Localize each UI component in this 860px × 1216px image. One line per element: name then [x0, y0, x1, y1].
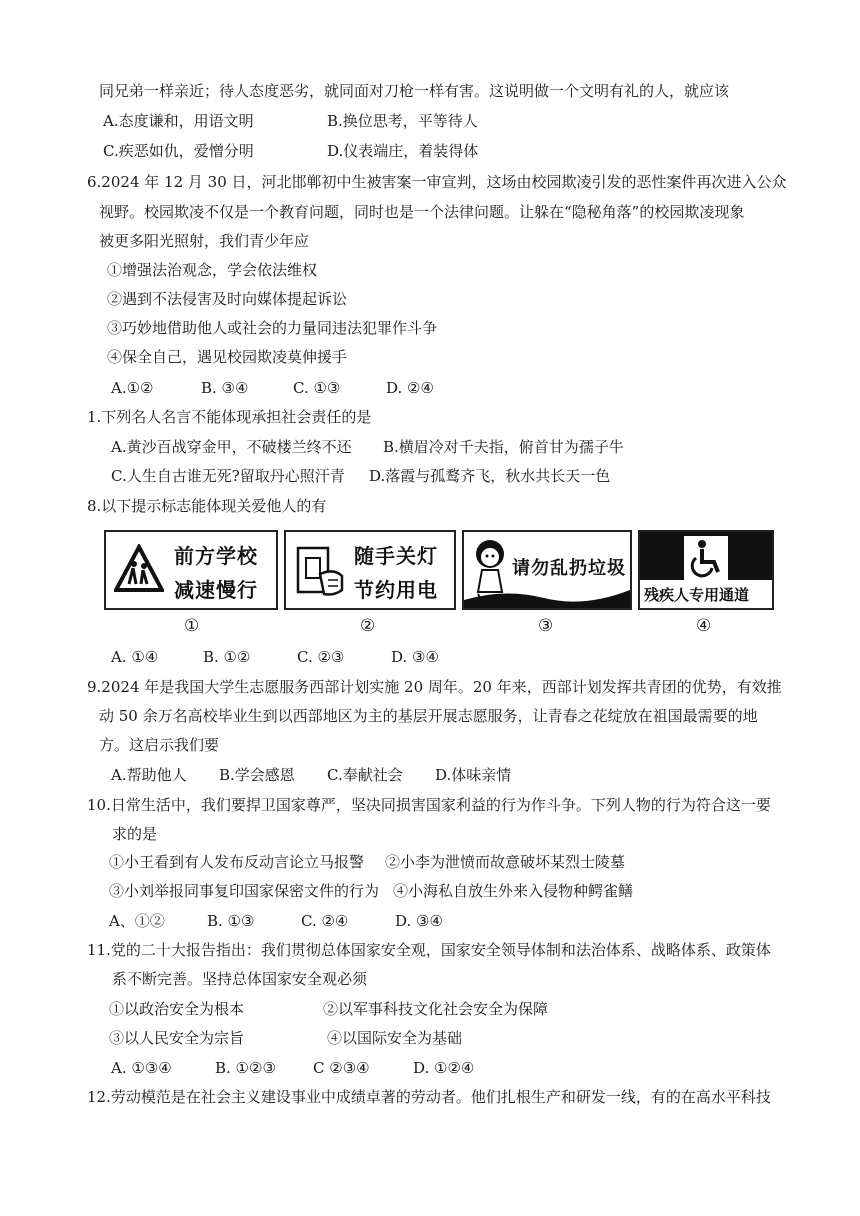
- q6-stem-line-2: 视野。校园欺凌不仅是一个教育问题，同时也是一个法律问题。让躲在“隐秘角落”的校园欺凌现象: [99, 203, 745, 221]
- sign-2-line-1: 随手关灯: [354, 544, 438, 568]
- sign-turn-off-lights: [284, 530, 456, 610]
- q10-option-a: A、①②: [109, 912, 165, 930]
- q11-stem-line-2: 系不断完善。坚持总体国家安全观必须: [112, 970, 368, 988]
- q10-item-2: ②小李为泄愤而故意破坏某烈士陵墓: [385, 853, 626, 871]
- q7-option-b: B.横眉冷对千夫指，俯首甘为孺子牛: [383, 438, 624, 456]
- sign-2-number: ②: [360, 616, 376, 636]
- light-switch-icon: [294, 544, 346, 604]
- q8-option-b: B. ①②: [203, 648, 251, 666]
- sign-4-number: ④: [696, 616, 712, 636]
- q8-option-a: A. ①④: [111, 648, 159, 666]
- children-crossing-icon: [114, 544, 164, 598]
- sign-3-text: 请勿乱扔垃圾: [512, 558, 626, 579]
- ground-wave-icon: [464, 582, 630, 608]
- q7-option-c: C.人生自古谁无死?留取丹心照汗青: [111, 467, 345, 485]
- q11-stem-line-1: 11.党的二十大报告指出：我们贯彻总体国家安全观，国家安全领导体制和法治体系、战略体系、政策体: [87, 941, 771, 959]
- q8-option-c: C. ②③: [297, 648, 345, 666]
- q10-stem-line-1: 10.日常生活中，我们要捍卫国家尊严，坚决同损害国家利益的行为作斗争。下列人物的行为符合这一要: [87, 796, 771, 814]
- q10-option-b: B. ①③: [207, 912, 255, 930]
- q10-stem-line-2: 求的是: [112, 825, 158, 843]
- sign-1-line-1: 前方学校: [174, 544, 258, 568]
- q8-option-d: D. ③④: [391, 648, 439, 666]
- q11-option-c: C ②③④: [313, 1059, 370, 1077]
- sign-2-line-2: 节约用电: [354, 578, 438, 602]
- q10-option-d: D. ③④: [395, 912, 443, 930]
- q5-option-a: A.态度谦和，用语文明: [103, 112, 254, 130]
- sign-disabled-passage: [638, 530, 774, 610]
- q6-stem-line-3: 被更多阳光照射，我们青少年应: [99, 232, 310, 250]
- q9-option-c: C.奉献社会: [327, 766, 403, 784]
- sign-1-number: ①: [184, 616, 200, 636]
- q8-sign-strip: [104, 530, 774, 640]
- q11-item-1: ①以政治安全为根本: [109, 1000, 245, 1018]
- q9-option-a: A.帮助他人: [111, 766, 187, 784]
- q11-item-4: ④以国际安全为基础: [327, 1029, 463, 1047]
- q11-option-b: B. ①②③: [215, 1059, 276, 1077]
- q10-item-3: ③小刘举报同事复印国家保密文件的行为: [109, 882, 380, 900]
- sign-1-line-2: 减速慢行: [174, 578, 258, 602]
- q5-stem-continuation: 同兄弟一样亲近；待人态度恶劣，就同面对刀枪一样有害。这说明做一个文明有礼的人，就应该: [99, 82, 730, 100]
- sign-no-littering: [462, 530, 632, 610]
- q7-option-a: A.黄沙百战穿金甲，不破楼兰终不还: [111, 438, 352, 456]
- q7-stem: 1.下列名人名言不能体现承担社会责任的是: [87, 408, 372, 426]
- sign-3-number: ③: [538, 616, 554, 636]
- q11-item-3: ③以人民安全为宗旨: [109, 1029, 245, 1047]
- q5-option-d: D.仪表端庄，着装得体: [327, 142, 479, 160]
- q5-option-c: C.疾恶如仇，爱憎分明: [103, 142, 254, 160]
- q10-item-1: ①小王看到有人发布反动言论立马报警: [109, 853, 365, 871]
- q12-stem-line-1: 12.劳动模范是在社会主义建设事业中成绩卓著的劳动者。他们扎根生产和研发一线，有的在高水平科技: [87, 1088, 771, 1106]
- q6-option-c: C. ①③: [293, 379, 341, 397]
- q6-item-2: ②遇到不法侵害及时向媒体提起诉讼: [107, 290, 348, 308]
- q9-stem-line-3: 方。这启示我们要: [99, 736, 220, 754]
- q9-stem-line-2: 动 50 余万名高校毕业生到以西部地区为主的基层开展志愿服务，让青春之花绽放在祖国最需要的地: [99, 707, 758, 725]
- q9-option-d: D.体味亲情: [435, 766, 512, 784]
- q10-item-4: ④小海私自放生外来入侵物种鳄雀鳝: [393, 882, 634, 900]
- q11-option-a: A. ①③④: [111, 1059, 172, 1077]
- q6-item-1: ①增强法治观念，学会依法维权: [107, 261, 318, 279]
- sign-4-text: 残疾人专用通道: [644, 586, 750, 604]
- q11-item-2: ②以军事科技文化社会安全为保障: [323, 1000, 549, 1018]
- sign-school-ahead: [104, 530, 278, 610]
- q7-option-d: D.落霞与孤鹜齐飞，秋水共长天一色: [369, 467, 611, 485]
- q6-option-b: B. ③④: [201, 379, 249, 397]
- q6-option-a: A.①②: [111, 379, 154, 397]
- q9-stem-line-1: 9.2024 年是我国大学生志愿服务西部计划实施 20 周年。20 年来，西部计划发挥共青团的优势，有效推: [87, 678, 782, 696]
- q11-option-d: D. ①②④: [413, 1059, 475, 1077]
- wheelchair-icon: [684, 536, 728, 584]
- q10-option-c: C. ②④: [301, 912, 349, 930]
- q6-option-d: D. ②④: [386, 379, 434, 397]
- q6-stem-line-1: 6.2024 年 12 月 30 日，河北邯郸初中生被害案一审宣判，这场由校园欺凌引发的恶性案件再次进入公众: [87, 173, 787, 191]
- q6-item-3: ③巧妙地借助他人或社会的力量同违法犯罪作斗争: [107, 319, 438, 337]
- q9-option-b: B.学会感恩: [219, 766, 295, 784]
- q8-stem: 8.以下提示标志能体现关爱他人的有: [87, 497, 327, 515]
- q5-option-b: B.换位思考，平等待人: [327, 112, 478, 130]
- q6-item-4: ④保全自己，遇见校园欺凌莫伸援手: [107, 348, 348, 366]
